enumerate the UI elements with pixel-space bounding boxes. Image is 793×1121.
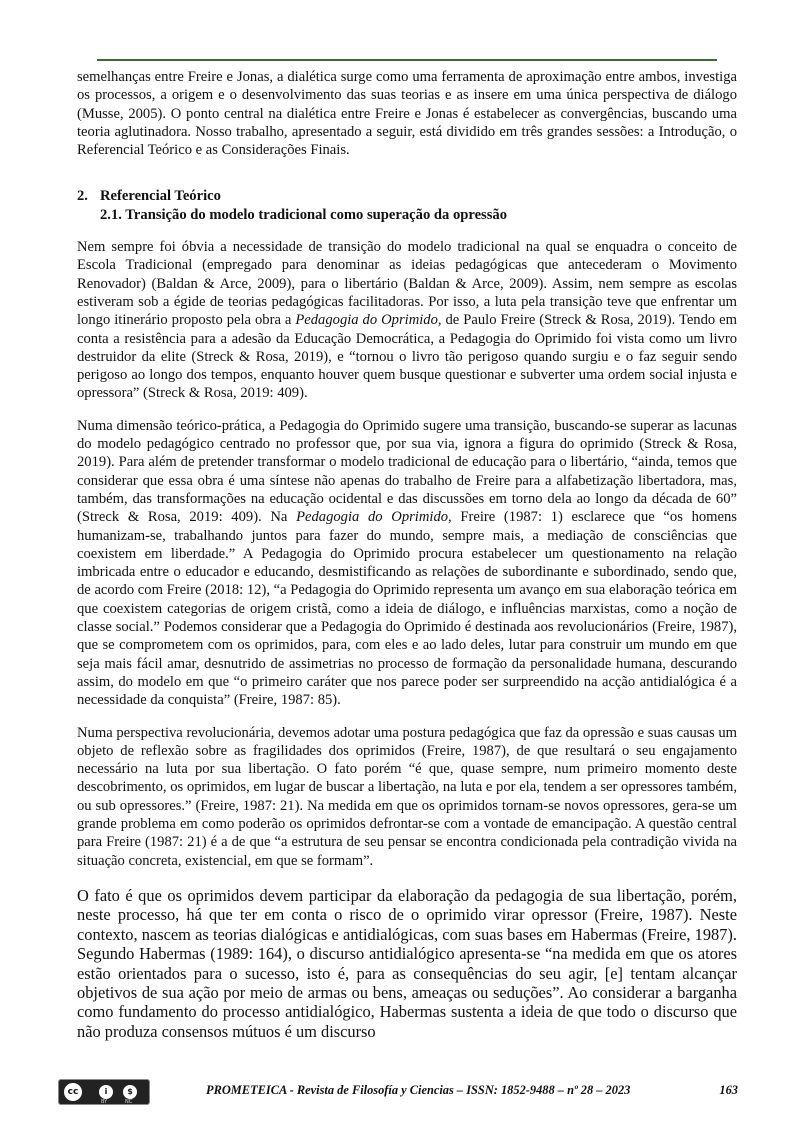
section-heading [77, 187, 737, 205]
subsection-heading: 2.1. Transição do modelo tradicional como superação da opressão [100, 206, 508, 223]
cc-icon: cc [62, 1081, 84, 1103]
paragraph-intro-continuation: semelhanças entre Freire e Jonas, a dialética surge como uma ferramenta de aproximação entre ambos, investiga os processos, a origem e o desenvolvimento das suas teorias e as insere em uma única perspectiva de diálogo (Musse, 2005). O ponto central na dialética entre Freire e Jonas é estabelecer as convergências, buscando uma teoria aglutinadora. Nosso trabalho, apresentado a seguir, está dividido em três grandes sessões: a Introdução, o Referencial Teórico e as Considerações Finais. [77, 69, 737, 159]
paragraph-transition [77, 238, 737, 403]
page-footer [58, 1079, 738, 1105]
noncommercial-icon: $ [121, 1083, 139, 1101]
page-body [77, 68, 737, 1041]
section-number: 2. [77, 188, 88, 205]
book-title-italic: Pedagogia do Oprimido [296, 509, 449, 526]
paragraph-revolutionary: Numa perspectiva revolucionária, devemos adotar uma postura pedagógica que faz da opressão e suas causas um objeto de reflexão sobre as fragilidades dos oprimidos (Freire, 1987), de que resultará o seu engajamento necessário na luta por sua libertação. O fato porém “é que, quase sempre, num primeiro momento deste descobrimento, os oprimidos, em lugar de buscar a libertação, na luta e por ela, tendem a ser opressores também, ou sub opressores.” (Freire, 1987: 21). Na medida em que os oprimidos tornam-se novos opressores, gera-se um grande problema em como poderão os oprimidos defrontar-se com a vontade de emancipação. A questão central para Freire (1987: 21) é a de que “a estrutura de seu pensar se encontra condicionada pela contradição vivida na situação concreta, existencial, em que se formam”. [77, 724, 737, 869]
by-label: BY [101, 1099, 108, 1105]
page-number: 163 [719, 1083, 738, 1097]
nc-label: NC [125, 1099, 133, 1105]
section-title: Referencial Teórico [100, 188, 221, 205]
book-title-italic: Pedagogia do Oprimido, [295, 312, 442, 329]
attribution-icon: i [97, 1083, 115, 1101]
cc-license-badge[interactable] [58, 1079, 150, 1105]
text-run: Nem sempre foi óbvia a necessidade de transição do modelo tradicional na qual se enquadra o conceito de Escola Tradicional (empregado para denominar as ideias pedagógicas que antecederam o Movimento Renovador) (Baldan & Arce, 2009), para o libertário (Baldan & Arce, 2009). Assim, nem sempre as escolas estiveram sob a égide de teorias pedagógicas facilitadoras. Por isso, a luta pela transição teve que enfrentar um longo itinerário proposto pela obra a [77, 239, 737, 329]
text-run: Numa dimensão teórico-prática, a Pedagogia do Oprimido sugere uma transição, buscando-se superar as lacunas do modelo pedagógico centrado no professor que, por sua via, ignora a figura do oprimido (Streck & Rosa, 2019). Para além de pretender transformar o modelo tradicional de educação para o libertário, “ainda, temos que considerar que essa obra é uma síntese não apenas do trabalho de Freire para a alfabetização libertadora, mas, também, das transformações na educação ocidental e das discussões em torno dela ao longo da década de 60” (Streck & Rosa, 2019: 409). Na [77, 417, 737, 526]
paragraph-habermas: O fato é que os oprimidos devem participar da elaboração da pedagogia de sua libertação, porém, neste processo, há que ter em conta o risco de o oprimido virar opressor (Freire, 1987). Neste contexto, nascem as teorias dialógicas e antidialógicas, com suas bases em Habermas (Freire, 1987). Segundo Habermas (1989: 164), o discurso antidialógico apresenta-se “na medida em que os atores estão orientados para o sucesso, isto é, para as consequências do seu agir, [e] tentam alcançar objetivos de sua ação por meio de armas ou bens, ameaças ou seduções”. Ao considerar a barganha como fundamento do processo antidialógico, Habermas sustenta a ideia de que todo o discurso que não produza consensos mútuos é um discurso [77, 885, 737, 1041]
top-rule [97, 59, 717, 61]
paragraph-theory-practice [77, 417, 737, 710]
journal-citation: PROMETEICA - Revista de Filosofía y Ciencias – ISSN: 1852-9488 – nº 28 – 2023 [206, 1083, 631, 1097]
text-run: de Paulo Freire (Streck & Rosa, 2019). Tendo em conta a resistência para a adesão da Educação Democrática, a Pedagogia do Oprimido foi vista como um livro destruidor da elite (Streck & Rosa, 2019), e “tornou o livro tão perigoso quando surgiu e o faz seguir sendo perigoso ao longo dos tempos, enquanto houver quem busque questionar e subverter uma ordem social injusta e opressora” (Streck & Rosa, 2019: 409). [77, 312, 737, 402]
text-run: , Freire (1987: 1) esclarece que “os homens humanizam-se, trabalhando juntos para fazer do mundo, sempre mais, a mediação de consciências que coexistem em liberdade.” A Pedagogia do Oprimido procura estabelecer um questionamento na relação imbricada entre o educador e educando, desmistificando as relações de subordinante e subordinado, sendo que, de acordo com Freire (2018: 12), “a Pedagogia do Oprimido representa um avanço em sua elaboração teórica em que coexistem categorias de origem cristã, como a ideia de diálogo, e influências marxistas, como a noção de classe social.” Podemos considerar que a Pedagogia do Oprimido é destinada aos revolucionários (Freire, 1987), que se comprometem com os oprimidos, para, com eles e ao lado deles, lutar para construir um mundo em que seja mais fácil amar, desnutrido de assimetrias no processo de formação da personalidade humana, descurando assim, do modelo em que “o primeiro caráter que nos parece poder ser surpreendido na acção antidialógica é a necessidade da conquista” (Freire, 1987: 85). [77, 509, 737, 709]
